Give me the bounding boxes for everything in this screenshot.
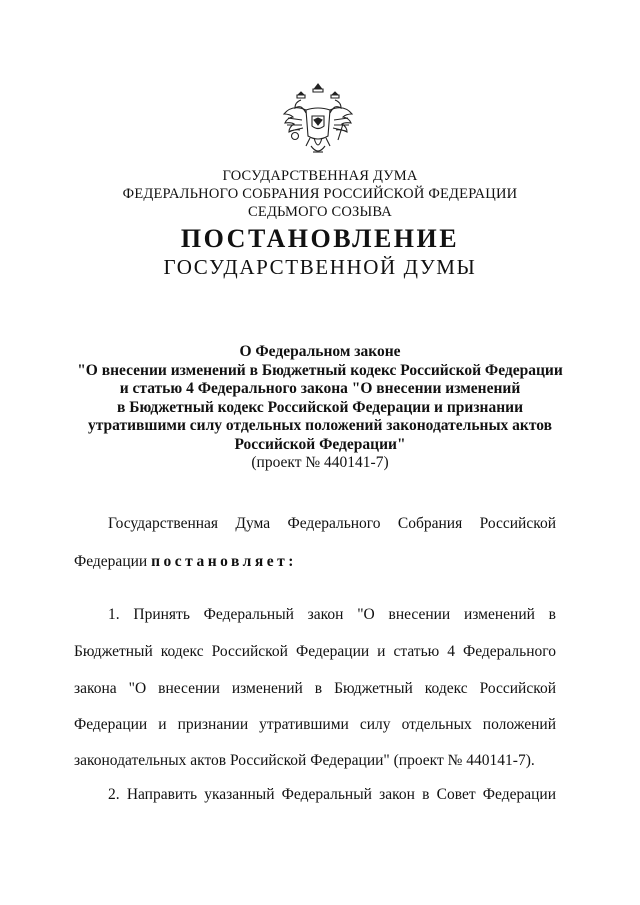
- subject-line: утратившими силу отдельных положений законодательных актов: [87, 417, 553, 434]
- item1-last-line: законодательных актов Российской Федерации" (проект № 440141-7).: [74, 752, 535, 769]
- subject-line: "О внесении изменений в Бюджетный кодекс Российской Федерации: [77, 361, 563, 379]
- subject-line: и статью 4 Федерального закона "О внесении изменений: [119, 380, 521, 397]
- item1-line: закона "О внесении изменений в Бюджетный кодекс Российской: [74, 680, 556, 697]
- subject-line: в Бюджетный кодекс Российской Федерации и признании: [116, 398, 524, 416]
- assembly-name: ФЕДЕРАЛЬНОГО СОБРАНИЯ РОССИЙСКОЙ ФЕДЕРАЦИИ: [122, 186, 518, 202]
- document-issuer-title: ГОСУДАРСТВЕННОЙ ДУМЫ: [163, 255, 477, 279]
- item1-line: 1. Принять Федеральный закон "О внесении изменений в: [108, 606, 556, 623]
- resolves-word: постановляет:: [151, 553, 297, 570]
- convocation: СЕДЬМОГО СОЗЫВА: [248, 204, 392, 220]
- project-number: (проект № 440141-7): [251, 454, 389, 471]
- preamble-prefix: Федерации: [74, 553, 152, 570]
- preamble-line-1: Государственная Дума Федерального Собрания Российской: [108, 515, 556, 532]
- chamber-name: ГОСУДАРСТВЕННАЯ ДУМА: [222, 168, 418, 184]
- subject-block: [0, 343, 640, 473]
- preamble-line-2: [74, 553, 556, 571]
- subject-line: О Федеральном законе: [239, 343, 401, 360]
- item1-line: Федерации и признании утратившими силу отдельных положений: [74, 716, 556, 733]
- coat-of-arms-icon: [277, 80, 359, 162]
- item1-line: Бюджетный кодекс Российской Федерации и статью 4 Федерального: [74, 643, 556, 660]
- document-type-title: ПОСТАНОВЛЕНИЕ: [180, 224, 460, 253]
- item2-line: 2. Направить указанный Федеральный закон в Совет Федерации: [108, 786, 556, 803]
- subject-line: Российской Федерации": [234, 435, 406, 453]
